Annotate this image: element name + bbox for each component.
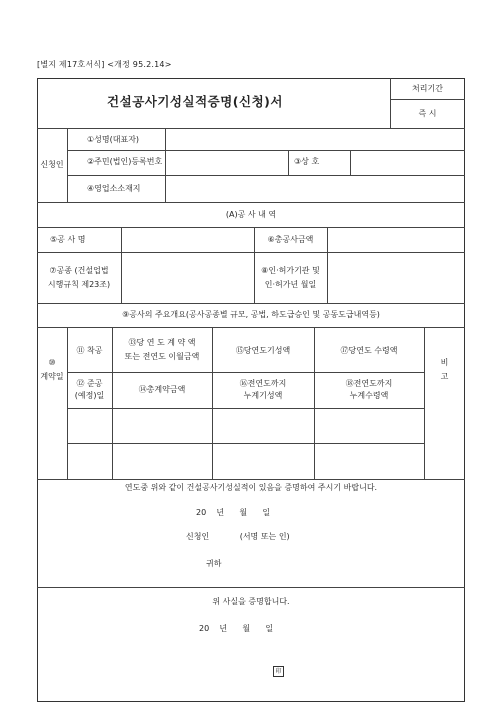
rule-processing: [390, 99, 465, 100]
contract-section-label-1: ⑩: [48, 358, 56, 367]
rule-summary: [37, 327, 465, 328]
name-label: ①성명(대표자): [87, 135, 140, 144]
rule-applicant-bottom: [37, 202, 465, 203]
contract-cell-1d[interactable]: [315, 409, 423, 442]
work-type-label-2: 시행규칙 제23조): [47, 280, 111, 289]
trade-name-field[interactable]: [351, 151, 464, 174]
reg-no-label: ②주민(법인)등록번호: [87, 157, 163, 166]
total-contract-label: ⑭총계약금액: [138, 385, 186, 394]
reg-no-field[interactable]: [166, 151, 287, 174]
contract-cell-2c[interactable]: [213, 444, 313, 478]
address-label: ④영업소소재지: [87, 184, 141, 193]
completion-label-2: (예정)일: [74, 391, 105, 400]
work-name-field[interactable]: [122, 228, 253, 251]
contract-cell-1c[interactable]: [213, 409, 313, 442]
permit-label-2: 인·허가년 월일: [264, 280, 317, 289]
year-contract-label-2: 또는 전연도 이월금액: [124, 352, 200, 361]
completion-label-1: ⑫ 준공: [76, 379, 103, 388]
processing-period-value: 즉 시: [418, 109, 437, 118]
trade-name-label: ③상 호: [294, 157, 320, 166]
total-amount-field[interactable]: [328, 228, 464, 251]
processing-period-label: 처리기간: [412, 84, 443, 93]
cumulative-received-label-1: ⑱전연도까지: [345, 379, 393, 388]
cumulative-progress-label-2: 누계기성액: [243, 391, 283, 400]
contract-section-label-2: 계약일: [40, 372, 64, 381]
year-received-label: ⑰당연도 수령액: [340, 346, 398, 355]
cumulative-received-label-2: 누계수령액: [349, 391, 389, 400]
form-title: 건설공사기성실적증명(신청)서: [107, 94, 283, 109]
permit-label-1: ⑧인·허가기관 및: [261, 266, 320, 275]
rule-contract-bottom: [37, 479, 465, 480]
certify-date: 20 년 월 일: [199, 624, 274, 633]
summary-label: ⑨공사의 주요개요(공사공종별 규모, 공법, 하도급승인 및 공동도급내역등): [122, 310, 380, 319]
year-contract-label-1: ⑬당 연 도 계 약 액: [128, 338, 196, 347]
contract-cell-2b[interactable]: [113, 444, 211, 478]
work-section-title: (A)공 사 내 역: [225, 210, 277, 219]
official-seal: 印: [273, 666, 284, 677]
work-type-label-1: ⑦공종 (건설업법: [49, 266, 109, 275]
rule-request-bottom: [37, 587, 465, 588]
contract-cell-1b[interactable]: [113, 409, 211, 442]
address-field[interactable]: [166, 176, 464, 201]
request-statement: 연도중 위와 같이 건설공사기성실적이 있음을 증명하여 주시기 바랍니다.: [124, 483, 378, 492]
form-number-caption: [별지 제17호서식] <개정 95.2.14>: [37, 60, 172, 69]
request-date: 20 년 월 일: [196, 508, 271, 517]
work-type-field[interactable]: [122, 253, 253, 302]
work-name-label: ⑤공 사 명: [50, 235, 86, 244]
cumulative-progress-label-1: ⑯전연도까지: [239, 379, 287, 388]
rule-applicant-label: [67, 128, 68, 202]
contract-cell-2a[interactable]: [68, 444, 111, 478]
rule-trade-name-left: [288, 150, 289, 175]
total-amount-label: ⑥총공사금액: [267, 235, 314, 244]
name-field[interactable]: [166, 129, 464, 149]
rule-work-type: [37, 303, 465, 304]
addressee: 귀하: [206, 559, 222, 568]
remarks-label-2: 고: [440, 372, 449, 381]
applicant-section-label: 신청인: [40, 160, 64, 169]
remarks-label-1: 비: [440, 358, 449, 367]
remarks-field[interactable]: [425, 409, 464, 478]
contract-cell-2d[interactable]: [315, 444, 423, 478]
start-date-label: ⑪ 착공: [76, 346, 103, 355]
year-progress-label: ⑮당연도기성액: [235, 346, 291, 355]
contract-cell-1a[interactable]: [68, 409, 111, 442]
permit-field[interactable]: [328, 253, 464, 302]
applicant-signature: 신청인 (서명 또는 인): [186, 532, 290, 541]
rule-contract-mid: [67, 372, 424, 373]
certify-statement: 위 사실을 증명합니다.: [212, 597, 290, 606]
